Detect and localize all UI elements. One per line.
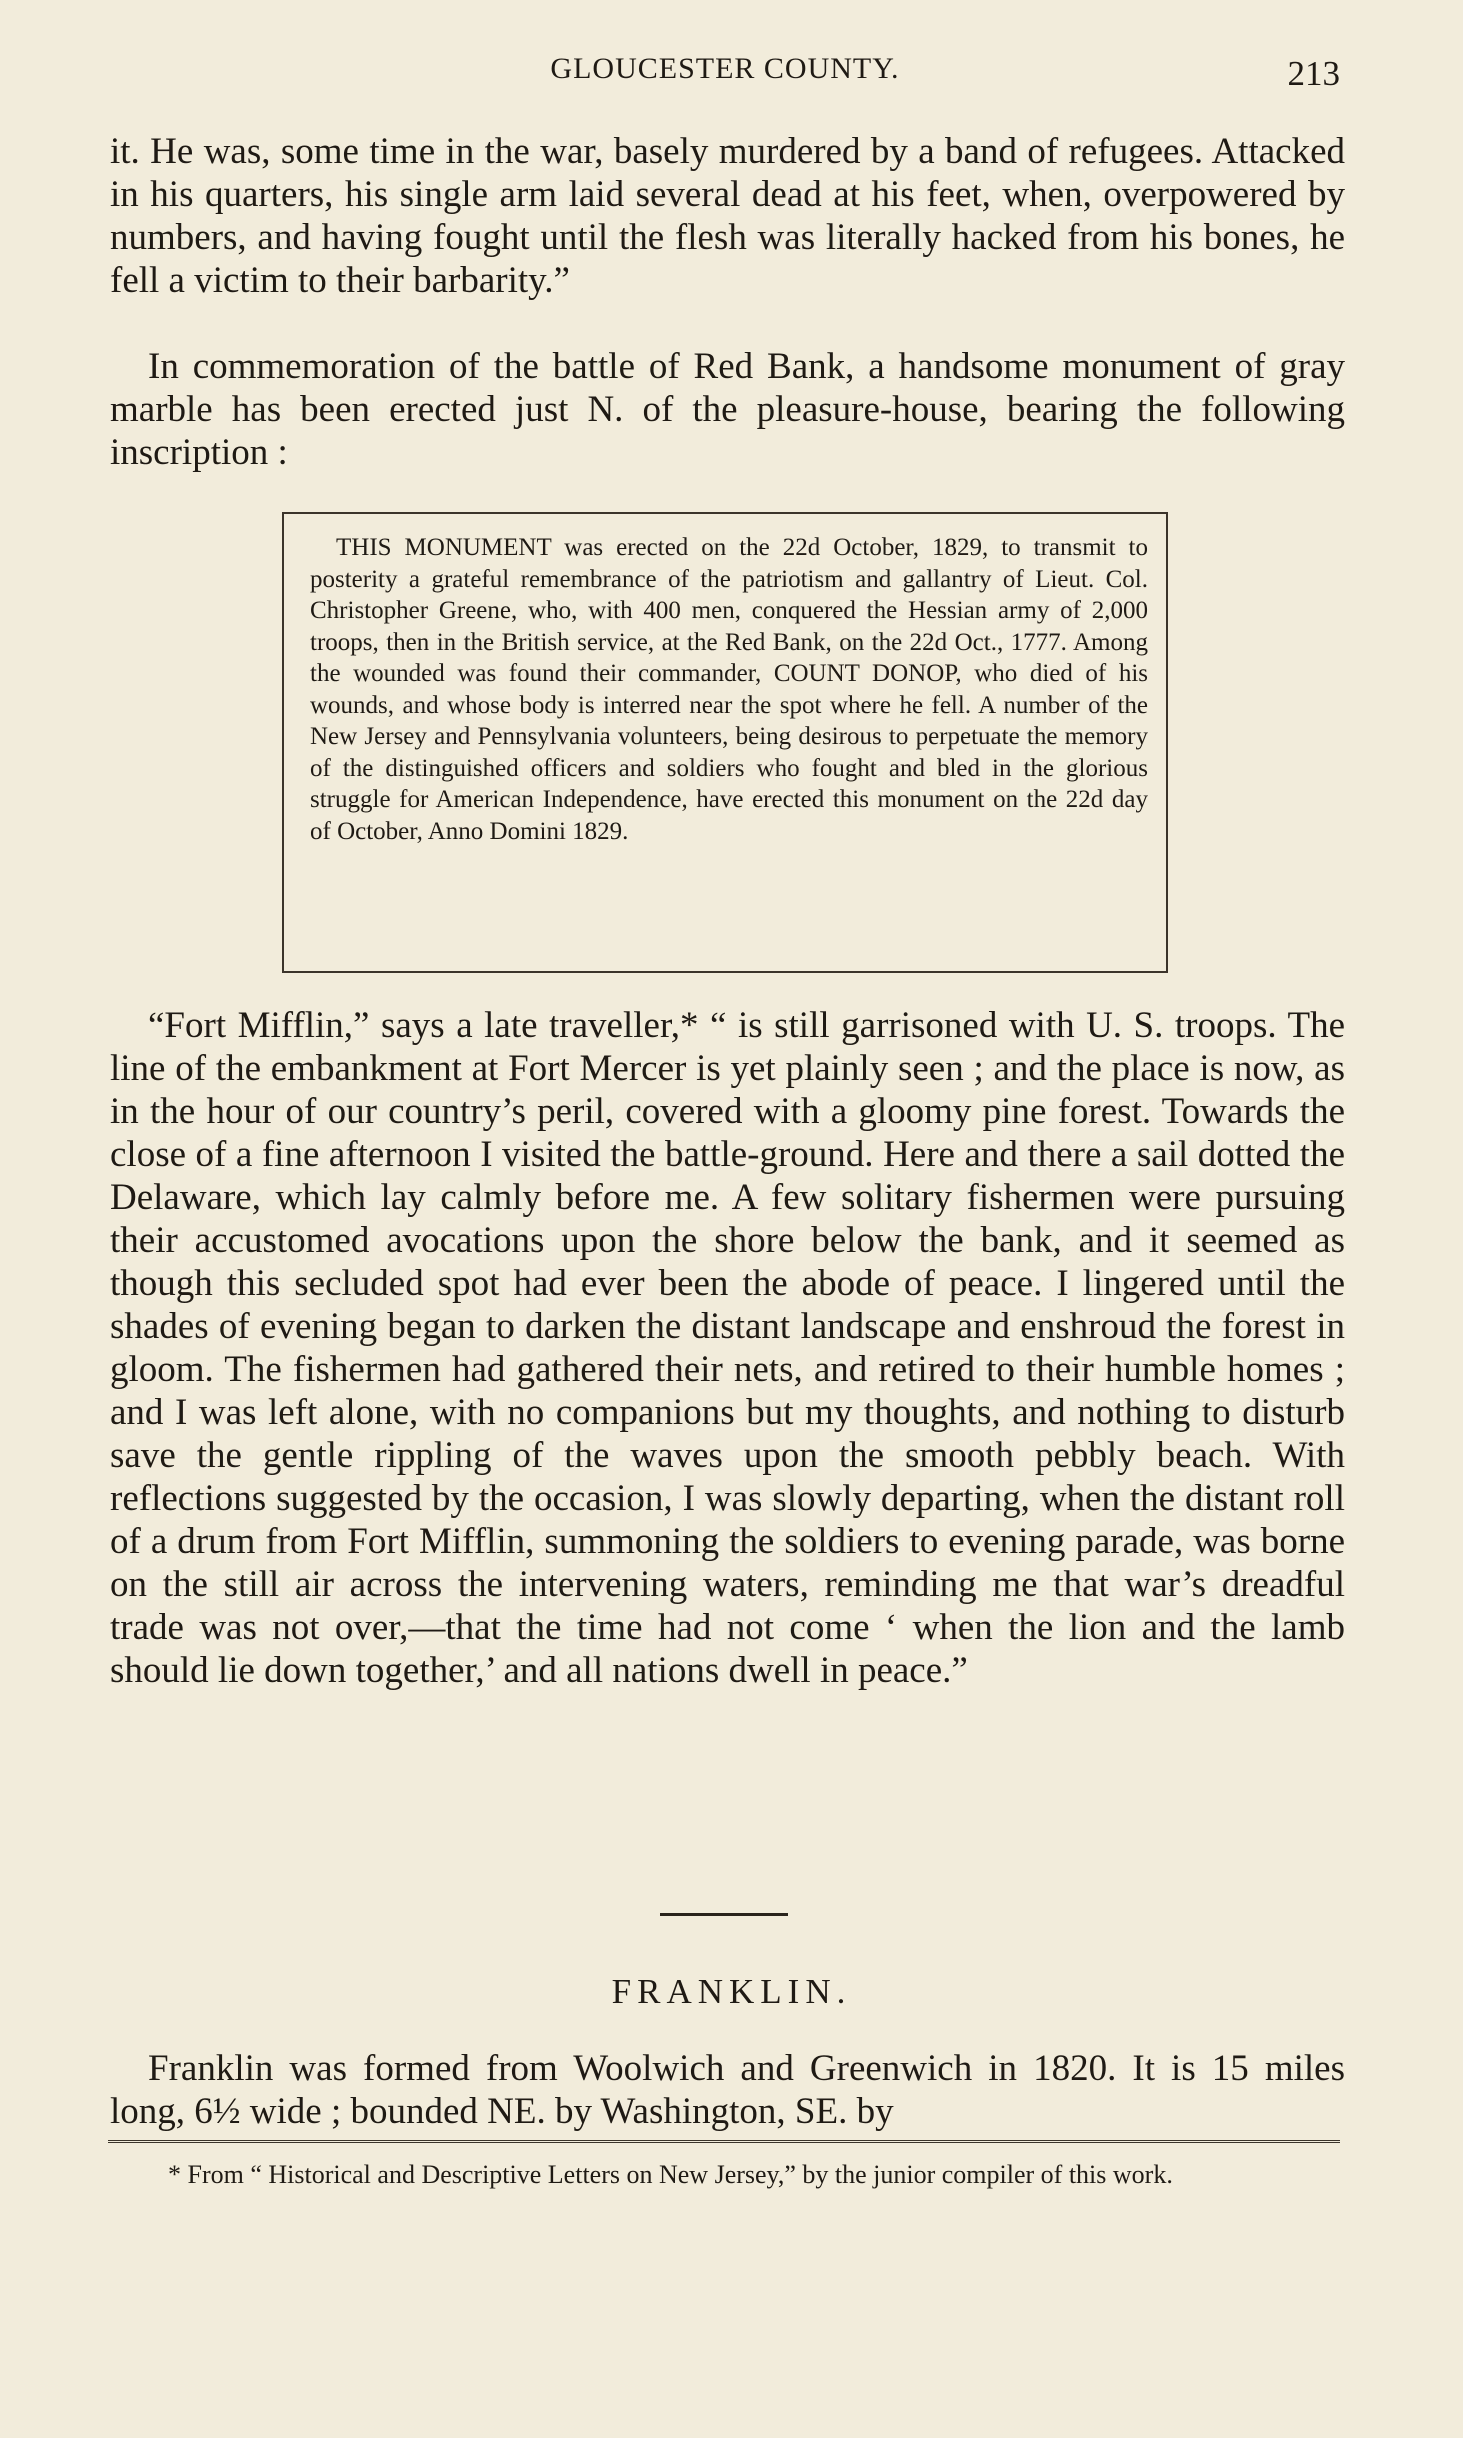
page-number: 213 [1287,54,1340,93]
page-header [110,44,1340,104]
section-heading: FRANKLIN. [611,1972,852,2011]
paragraph-franklin: Franklin was formed from Woolwich and Greenwich in 1820. It is 15 miles long, 6½ wide ; bounded NE. by Washington, SE. by [110,2048,1345,2132]
running-head: GLOUCESTER COUNTY. [550,52,900,85]
paragraph-commemoration: In commemoration of the battle of Red Bank, a handsome monument of gray marble has been erected just N. of the pleasure-house, bearing the following inscription : [110,346,1345,473]
monument-inscription-box [282,512,1168,973]
footnote-rule [108,2140,1340,2143]
paragraph-continuation: it. He was, some time in the war, basely murdered by a band of refugees. Attacked in his quarters, his single arm laid several dead at his feet, when, overpowered by numbers, and having fought until the flesh was literally hacked from his bones, he fell a victim to their barbarity.” [110,131,1345,301]
section-divider [660,1913,788,1916]
footnote: * From “ Historical and Descriptive Letters on New Jersey,” by the junior compiler of this work. [168,2160,1173,2189]
inscription-text: THIS MONUMENT was erected on the 22d October, 1829, to transmit to posterity a grateful remembrance of the patriotism and gallantry of Lieut. Col. Christopher Greene, who, with 400 men, conquered the Hessian army of 2,000 troops, then in the British service, at the Red Bank, on the 22d Oct., 1777. Among the wounded was found their commander, COUNT DONOP, who died of his wounds, and whose body is interred near the spot where he fell. A number of the New Jersey and Pennsylvania volunteers, being desirous to perpetuate the memory of the distinguished officers and soldiers who fought and bled in the glorious struggle for American Independence, have erected this monument on the 22d day of October, Anno Domini 1829. [310,534,1148,845]
paragraph-traveller-quote: “Fort Mifflin,” says a late traveller,* “ is still garrisoned with U. S. troops. The line of the embankment at Fort Mercer is yet plainly seen ; and the place is now, as in the hour of our country’s peril, covered with a gloomy pine forest. Towards the close of a fine afternoon I visited the battle-ground. Here and there a sail dotted the Delaware, which lay calmly before me. A few solitary fishermen were pursuing their accustomed avocations upon the shore below the bank, and it seemed as though this secluded spot had ever been the abode of peace. I lingered until the shades of evening began to darken the distant landscape and enshroud the forest in gloom. The fishermen had gathered their nets, and retired to their humble homes ; and I was left alone, with no companions but my thoughts, and nothing to disturb save the gentle rippling of the waves upon the smooth pebbly beach. With reflections suggested by the occasion, I was slowly departing, when the distant roll of a drum from Fort Mifflin, summoning the soldiers to evening parade, was borne on the still air across the intervening waters, reminding me that war’s dreadful trade was not over,—that the time had not come ‘ when the lion and the lamb should lie down together,’ and all nations dwell in peace.” [110,1005,1345,1691]
